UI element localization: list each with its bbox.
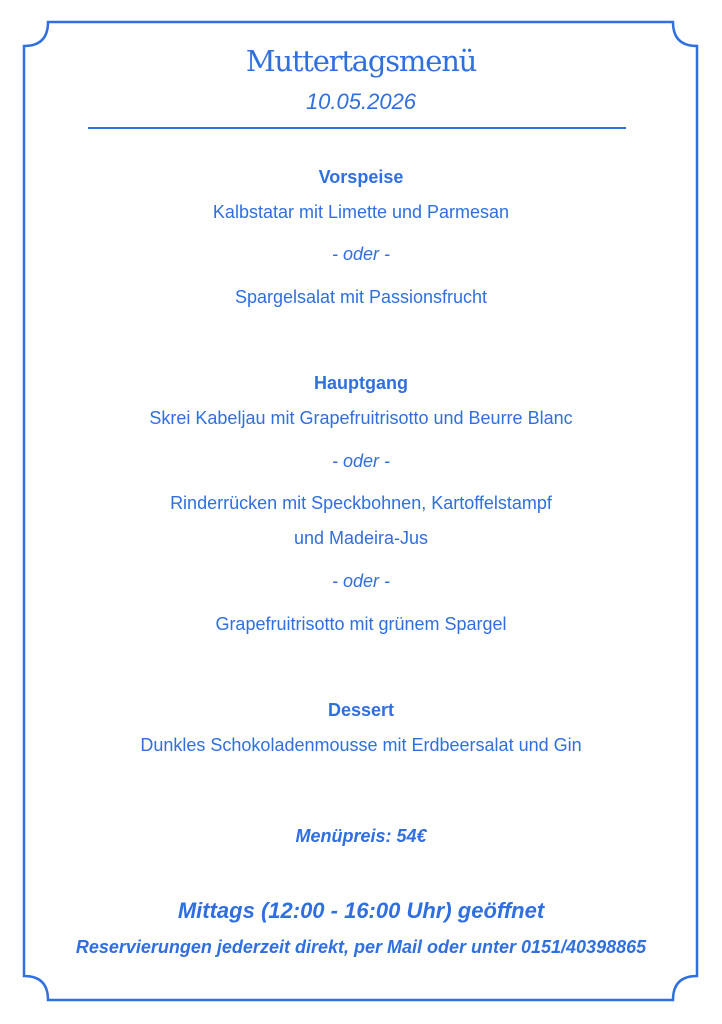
or-separator: - oder -: [331, 244, 391, 264]
or-separator: - oder -: [331, 571, 391, 591]
dish-hauptgang-2-line-1: Rinderrücken mit Speckbohnen, Kartoffelstampf: [170, 493, 552, 513]
course-heading-dessert: Dessert: [327, 700, 395, 720]
menu-title: Muttertagsmenü: [245, 44, 477, 78]
dish-hauptgang-3: Grapefruitrisotto mit grünem Spargel: [215, 614, 507, 634]
title-divider: [88, 127, 626, 129]
course-heading-hauptgang: Hauptgang: [314, 373, 408, 393]
reservation-info: Reservierungen jederzeit direkt, per Mail oder unter 0151/40398865: [75, 937, 647, 957]
dish-dessert-1: Dunkles Schokoladenmousse mit Erdbeersalat und Gin: [140, 735, 582, 755]
dish-vorspeise-2: Spargelsalat mit Passionsfrucht: [234, 287, 488, 307]
dish-hauptgang-1: Skrei Kabeljau mit Grapefruitrisotto und Beurre Blanc: [149, 408, 573, 428]
menu-date: 10.05.2026: [305, 89, 417, 114]
course-heading-vorspeise: Vorspeise: [318, 167, 404, 187]
dish-hauptgang-2-line-2: und Madeira-Jus: [293, 528, 429, 548]
or-separator: - oder -: [331, 451, 391, 471]
menu-price: Menüpreis: 54€: [295, 826, 427, 846]
dish-vorspeise-1: Kalbstatar mit Limette und Parmesan: [212, 202, 510, 222]
opening-hours: Mittags (12:00 - 16:00 Uhr) geöffnet: [177, 898, 545, 923]
